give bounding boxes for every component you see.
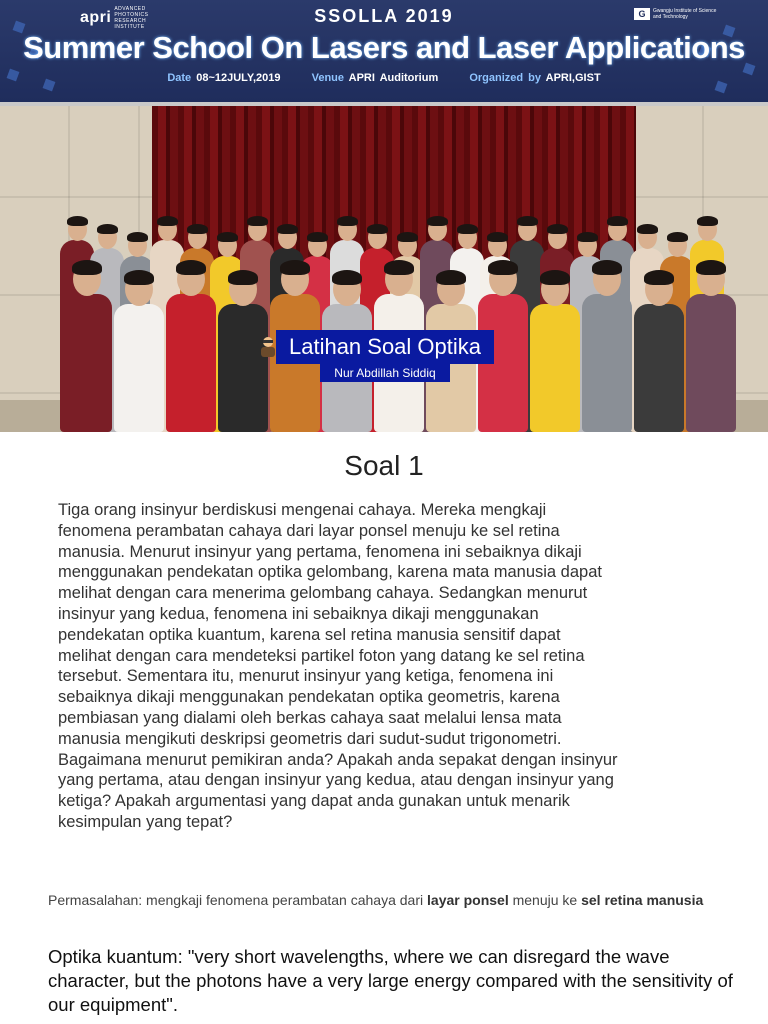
question-line: melihat dengan cara menerima gelombang cahaya. Sedangkan menurut (58, 584, 588, 603)
question-line: pembiasan yang dialami oleh berkas cahaya saat melalui lensa mata (58, 708, 562, 727)
question-line: fenomena perambatan cahaya dari layar ponsel menuju ke sel retina (58, 521, 560, 540)
banner-title: SSOLLA 2019 (314, 6, 454, 26)
quantum-optics-quote: Optika kuantum: "very short wavelengths, where we can disregard the wave character, but the photons have a very large energy compared with the sensitivity of our equipment". (48, 946, 733, 1015)
lesson-title: Latihan Soal Optika (276, 330, 494, 364)
question-line: manusia. Menurut insinyur yang pertama, fenomena ini sebaiknya dikaji (58, 542, 582, 561)
problem-statement: Permasalahan: mengkaji fenomena perambatan cahaya dari layar ponsel menuju ke sel retina manusia (48, 892, 704, 908)
question-line: yang pertama, atau dengan insinyur yang kedua, atau dengan insinyur yang (58, 771, 614, 790)
banner-subtitle: Summer School On Lasers and Laser Applications (23, 30, 745, 65)
banner-info: Date 08~12JULY,2019 Venue APRI Auditorium Organized by APRI,GIST (167, 72, 601, 84)
question-line: menggunakan pendekatan optika gelombang, karena mata manusia dapat (58, 563, 602, 582)
question-line: ketiga? Apakah argumentasi yang dapat anda gunakan untuk menarik (58, 792, 570, 811)
question-heading: Soal 1 (344, 450, 424, 481)
group-photo (0, 0, 768, 432)
question-line: insinyur yang kedua, fenomena ini sebaiknya dikaji menggunakan (58, 604, 539, 623)
question-line: melihat dengan cara mendeteksi partikel foton yang datang ke sel retina (58, 646, 585, 665)
question-line: kesimpulan yang tepat? (58, 812, 233, 831)
question-body (58, 500, 718, 833)
question-line: pendekatan optika kuantum, karena sel retina manusia sensitif dapat (58, 625, 561, 644)
question-line: sebaiknya dikaji menggunakan pendekatan optika geometris, karena (58, 688, 560, 707)
question-line: manusia mengikuti deskripsi geometris dari sudut-sudut trigonometri. (58, 729, 562, 748)
apri-logo: apriADVANCED PHOTONICS RESEARCH INSTITUTE (80, 6, 149, 30)
question-line: Bagaimana menurut pemikiran anda? Apakah anda sepakat dengan insinyur (58, 750, 618, 769)
author-name: Nur Abdillah Siddiq (320, 364, 450, 382)
gist-logo-icon: G (634, 8, 650, 20)
teacher-icon (258, 336, 278, 358)
question-line: Tiga orang insinyur berdiskusi mengenai cahaya. Mereka mengkaji (58, 501, 547, 519)
event-banner (0, 0, 768, 106)
gist-logo: G Gwangju Institute of Science and Technology (634, 8, 723, 20)
question-line: tersebut. Sementara itu, menurut insinyur yang ketiga, fenomena ini (58, 667, 554, 686)
